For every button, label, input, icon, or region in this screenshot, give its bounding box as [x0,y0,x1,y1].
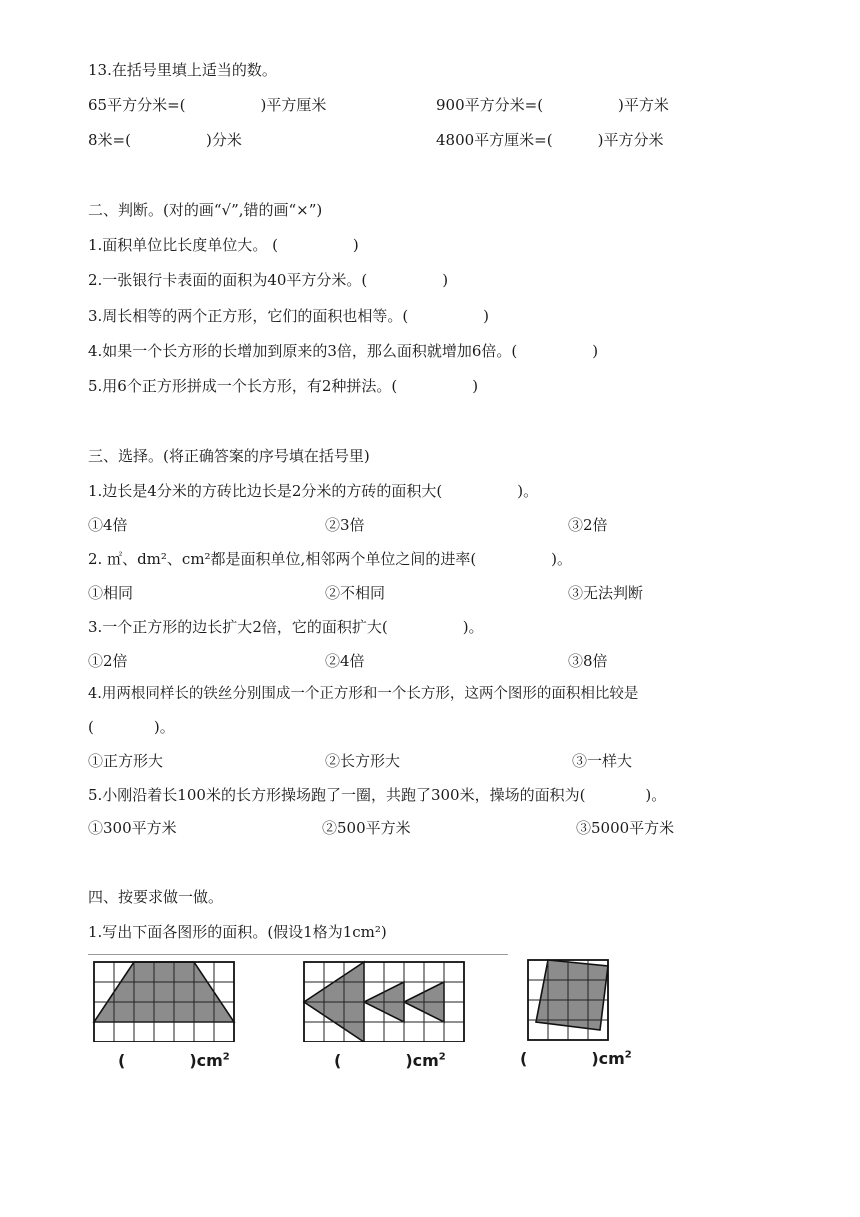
choice-q1-opt1: ①4倍 [88,516,128,534]
choice-q5-opt3: ③5000平方米 [576,819,675,837]
figure-tilted-square [524,956,614,1042]
choice-q1-opt2: ②3倍 [325,516,365,534]
choice-q2-opt1: ①相同 [88,584,134,602]
choice-q5: 5.小刚沿着长100米的长方形操场跑了一圈，共跑了300米，操场的面积为( )。 [88,786,667,804]
q13-blank-b: 900平方分米=( )平方米 [436,96,669,114]
caption-3: ( )$cm^2$ [520,1049,632,1068]
shaded-shape [94,962,234,1022]
figure-trapezoid [92,960,242,1042]
choice-q3-opt3: ③8倍 [568,652,608,670]
choice-q1-opt3: ③2倍 [568,516,608,534]
caption-1: ( )$cm^2$ [118,1051,230,1070]
choice-q2: 2. ㎡、dm²、cm²都是面积单位,相邻两个单位之间的进率( )。 [88,550,573,568]
divider-line [88,954,508,955]
choice-q5-opt1: ①300平方米 [88,819,177,837]
caption-2: ( )$cm^2$ [334,1051,446,1070]
judge-item-3: 3.周长相等的两个正方形，它们的面积也相等。( ) [88,307,490,325]
choice-q2-opt3: ③无法判断 [568,584,644,602]
q13-title: 13.在括号里填上适当的数。 [88,61,277,79]
choice-q4-line2: ( )。 [88,718,175,736]
q13-blank-a: 65平方分米=( )平方厘米 [88,96,327,114]
judge-item-5: 5.用6个正方形拼成一个长方形，有2种拼法。( ) [88,377,479,395]
area-question: 1.写出下面各图形的面积。(假设1格为1cm²) [88,923,387,941]
judge-item-4: 4.如果一个长方形的长增加到原来的3倍，那么面积就增加6倍。( ) [88,342,599,360]
choice-q2-opt2: ②不相同 [325,584,386,602]
section-2-title: 二、判断。(对的画“√”,错的画“×”) [88,201,323,219]
choice-q3-opt1: ①2倍 [88,652,128,670]
choice-q4-line1: 4.用两根同样长的铁丝分别围成一个正方形和一个长方形，这两个图形的面积相比较是 [88,686,639,702]
q13-blank-d: 4800平方厘米=( )平方分米 [436,131,664,149]
choice-q3-opt2: ②4倍 [325,652,365,670]
judge-item-1: 1.面积单位比长度单位大。 ( ) [88,236,359,254]
choice-q4-opt2: ②长方形大 [325,752,401,770]
choice-q4-opt3: ③一样大 [572,752,633,770]
choice-q5-opt2: ②500平方米 [322,819,411,837]
q13-blank-c: 8米=( )分米 [88,131,242,149]
choice-q3: 3.一个正方形的边长扩大2倍，它的面积扩大( )。 [88,618,484,636]
section-3-title: 三、选择。(将正确答案的序号填在括号里) [88,447,370,465]
choice-q4-opt1: ①正方形大 [88,752,164,770]
section-4-title: 四、按要求做一做。 [88,888,224,906]
choice-q1: 1.边长是4分米的方砖比边长是2分米的方砖的面积大( )。 [88,482,539,500]
judge-item-2: 2.一张银行卡表面的面积为40平方分米。( ) [88,271,449,289]
figure-triangles [300,960,470,1042]
